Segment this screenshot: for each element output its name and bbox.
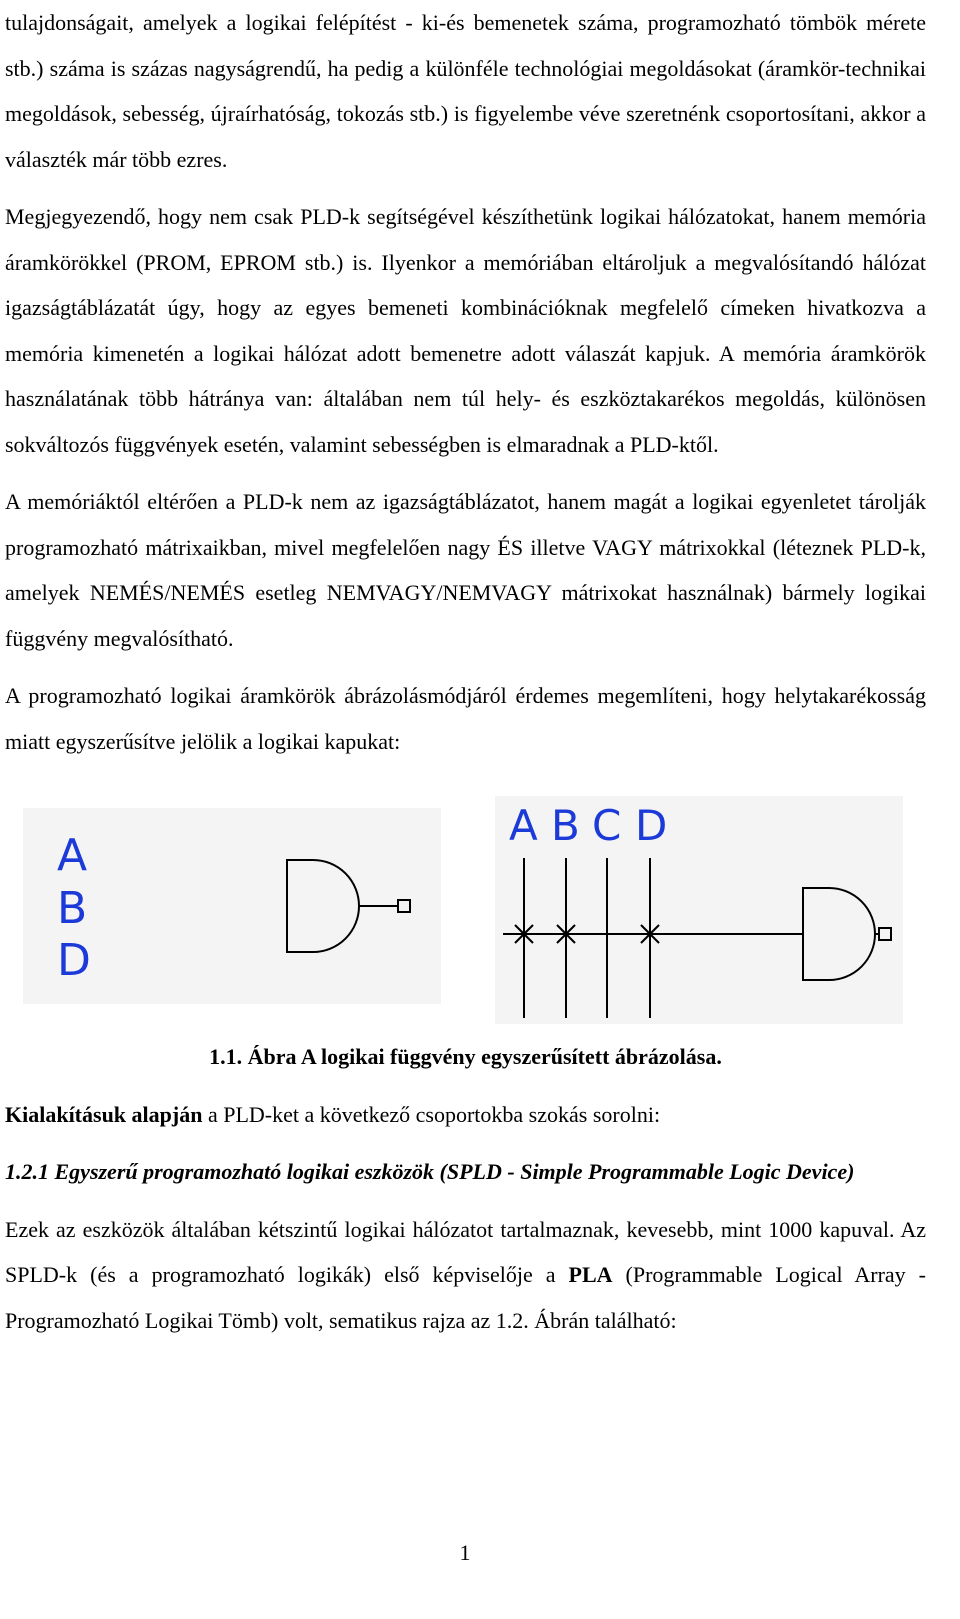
column-label-d: D (635, 801, 668, 850)
input-label-d: D (57, 935, 91, 986)
input-label-b: B (57, 883, 88, 934)
paragraph-2: Megjegyezendő, hogy nem csak PLD-k segítségével készíthetünk logikai hálózatokat, hanem memória áramkörökkel (PROM, EPROM stb.) is. Ilyenkor a memóriában eltároljuk a megvalósítandó hálózat igazságtáblázatát úgy, hogy az egyes bemeneti kombinációknak megfelelő címeken hivatkozva a memória kimenetén a logikai hálózat adott bemenetre adott válaszát kapjuk. A memória áramkörök használatának több hátránya van: általában nem túl hely- és eszköztakarékos megoldás, különösen sokváltozós függvények esetén, valamint sebességben is elmaradnak a PLD-ktől. (5, 204, 926, 457)
input-label-a: A (57, 830, 88, 881)
and-gate-diagram-simplified (23, 808, 441, 1004)
figure-caption: 1.1. Ábra A logikai függvény egyszerűsített ábrázolása. (209, 1044, 722, 1069)
paragraph-6-end: (Programmable Logical Array - Programozható Logikai Tömb) volt, sematikus rajza az 1.2. Ábrán található: (5, 1262, 926, 1333)
paragraph-5-rest: a PLD-ket a következő csoportokba szokás sorolni: (202, 1101, 661, 1127)
paragraph-6-start: Ezek az eszközök általában kétszintű logikai hálózatot tartalmaznak, kevesebb, mint 1000 kapuval. Az SPLD-k (és a programozható logikák) első képviselője a (5, 1216, 926, 1287)
and-gate-diagram-matrix (495, 796, 903, 1024)
section-heading: 1.2.1 Egyszerű programozható logikai eszközök (SPLD - Simple Programmable Logic Device) (5, 1159, 855, 1184)
paragraph-5 (5, 1092, 926, 1138)
column-label-b: B (551, 801, 580, 850)
paragraph-6 (5, 1207, 926, 1344)
figure-1-1 (5, 794, 926, 1059)
page-number: 1 (459, 1540, 471, 1565)
column-label-c: C (592, 801, 622, 850)
document-page (5, 0, 926, 1343)
bold-phrase: Kialakításuk alapján (5, 1101, 203, 1127)
paragraph-1: tulajdonságait, amelyek a logikai felépítést - ki-és bemenetek száma, programozható tömbök mérete stb.) száma is százas nagyságrendű, ha pedig a különféle technológiai megoldásokat (áramkör-technikai megoldások, sebesség, újraírhatóság, tokozás stb.) is figyelembe véve szeretnénk csoportosítani, akkor a választék már több ezres. (5, 10, 926, 172)
paragraph-3: A memóriáktól eltérően a PLD-k nem az igazságtáblázatot, hanem magát a logikai egyenletet tárolják programozható mátrixaikban, mivel megfelelően nagy ÉS illetve VAGY mátrixokkal (léteznek PLD-k, amelyek NEMÉS/NEMÉS esetleg NEMVAGY/NEMVAGY mátrixokat használnak) bármely logikai függvény megvalósítható. (5, 489, 926, 651)
paragraph-4: A programozható logikai áramkörök ábrázolásmódjáról érdemes megemlíteni, hogy helytakarékosság miatt egyszerűsítve jelölik a logikai kapukat: (5, 683, 926, 754)
pla-term: PLA (568, 1262, 613, 1287)
column-label-a: A (509, 801, 538, 850)
